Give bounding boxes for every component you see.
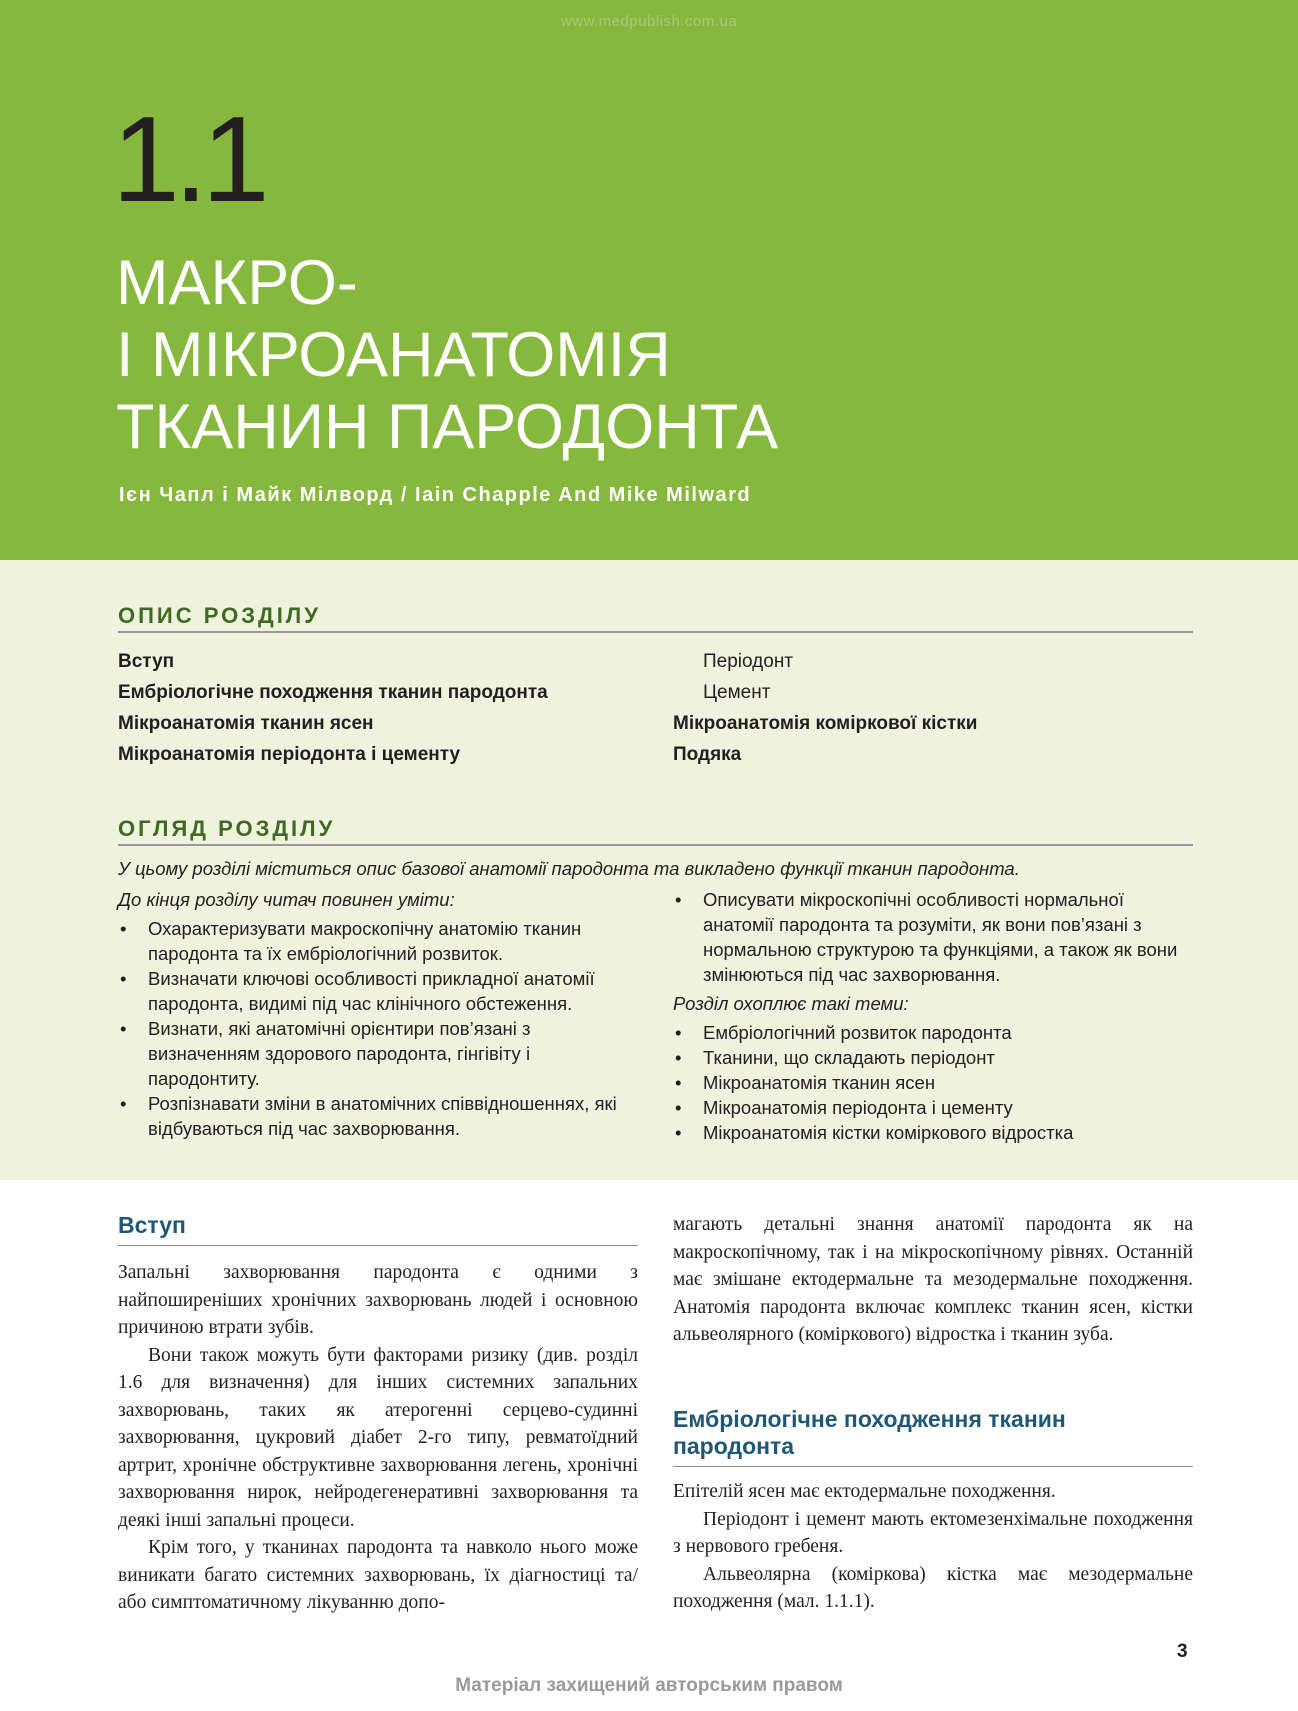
chapter-title-line: І МІКРОАНАТОМІЯ [116, 320, 671, 390]
list-item: • Визнати, які анатомічні орієнтири пов’язані з визначенням здорового пародонта, гінгівіту і пародонтиту. [118, 1016, 638, 1091]
objectives-list-continued [673, 887, 1193, 987]
intro-heading: Вступ [118, 1212, 638, 1246]
list-item: • Визначати ключові особливості прикладної анатомії пародонта, видимі під час клінічного обстеження. [118, 966, 638, 1016]
list-item: • Мікроанатомія тканин ясен [673, 1070, 1193, 1095]
outline-item: Мікроанатомія періодонта і цементу [118, 744, 461, 765]
paragraph: Періодонт і цемент мають ектомезенхімальне походження з нервового гребеня. [673, 1508, 1193, 1557]
topics-list [673, 1020, 1193, 1145]
outline-subitem: Періодонт [703, 651, 794, 672]
list-item: • Мікроанатомія кістки коміркового відростка [673, 1120, 1193, 1145]
watermark-url: www.medpublish.com.ua [560, 13, 738, 30]
chapter-title [116, 247, 778, 463]
overview-heading: ОГЛЯД РОЗДІЛУ [118, 816, 1193, 846]
outline-item: Вступ [118, 651, 175, 672]
list-item: • Ембріологічний розвиток пародонта [673, 1020, 1193, 1045]
chapter-title-line: ТКАНИН ПАРОДОНТА [116, 392, 779, 462]
paragraph: магають детальні знання анатомії пародонта як на макроскопічному, так і на мікроскопічному рівнях. Останній має змішане ектодермальне та мезодермальне походження. Анатомія пародонта включає комплекс тканин ясен, кістки альвеолярного (коміркового) відростка і тканин зуба. [673, 1214, 1193, 1345]
list-item: • Охарактеризувати макроскопічну анатомію тканин пародонта та їх ембріологічний розвиток. [118, 916, 638, 966]
paragraph: Епітелій ясен має ектодермальне походження. [673, 1481, 1056, 1502]
paragraph: Альвеолярна (коміркова) кістка має мезодермальне походження (мал. 1.1.1). [673, 1563, 1193, 1612]
page-number: 3 [1177, 1641, 1188, 1662]
intro-body-continued [673, 1211, 1193, 1349]
overview-right-column [673, 887, 1193, 1145]
chapter-authors: Ієн Чапл і Майк Мілворд / Iain Chapple And Mike Milward [119, 484, 752, 506]
outline-right-column [673, 646, 977, 770]
overview-left-column [118, 887, 638, 1141]
embryo-heading-line: пародонта [673, 1433, 795, 1459]
outline-item: Мікроанатомія коміркової кістки [673, 713, 978, 734]
outline-left-column [118, 646, 548, 770]
objectives-list [118, 916, 638, 1141]
embryo-heading-line: Ембріологічне походження тканин [673, 1406, 1066, 1432]
outline-item: Ембріологічне походження тканин пародонта [118, 682, 548, 703]
outline-heading: ОПИС РОЗДІЛУ [118, 603, 1193, 633]
outline-item: Подяка [673, 744, 742, 765]
paragraph: Крім того, у тканинах пародонта та навколо нього може виникати багато системних захворювань, їх діагностиці та/або симптоматичному лікуванню допо- [118, 1537, 638, 1613]
overview-intro: У цьому розділі міститься опис базової анатомії пародонта та викладено функції тканин пародонта. [118, 858, 1020, 879]
paragraph: Запальні захворювання пародонта є одними з найпоширеніших хронічних захворювань людей і основною причиною втрати зубів. [118, 1262, 638, 1338]
topics-lead: Розділ охоплює такі теми: [673, 993, 909, 1014]
list-item: • Описувати мікроскопічні особливості нормальної анатомії пародонта та розуміти, як вони пов’язані з нормальною структурою та функціями, а також як вони змінюються під час захворювання. [673, 887, 1193, 987]
outline-item: Мікроанатомія тканин ясен [118, 713, 374, 734]
chapter-number: 1.1 [112, 91, 264, 227]
list-item: • Мікроанатомія періодонта і цементу [673, 1095, 1193, 1120]
list-item: • Розпізнавати зміни в анатомічних співвідношеннях, які відбуваються під час захворювання. [118, 1091, 638, 1141]
overview-lead: До кінця розділу читач повинен уміти: [118, 889, 455, 910]
outline-subitem: Цемент [703, 682, 771, 703]
list-item: • Тканини, що складають періодонт [673, 1045, 1193, 1070]
embryo-body [673, 1478, 1193, 1616]
embryo-heading [673, 1406, 1193, 1467]
copyright-notice: Матеріал захищений авторським правом [455, 1675, 843, 1696]
intro-body [118, 1259, 638, 1617]
paragraph: Вони також можуть бути факторами ризику (див. розділ 1.6 для визначення) для інших системних запальних захворювань, таких як атерогенні серцево-судинні захворювання, цукровий діабет 2-го типу, ревматоїдний артрит, хронічне обструктивне захворювання легень, хронічні захворювання нирок, нейродегенеративні захворювання та деякі інші запальні процеси. [118, 1344, 638, 1531]
chapter-title-line: МАКРО- [116, 248, 358, 318]
